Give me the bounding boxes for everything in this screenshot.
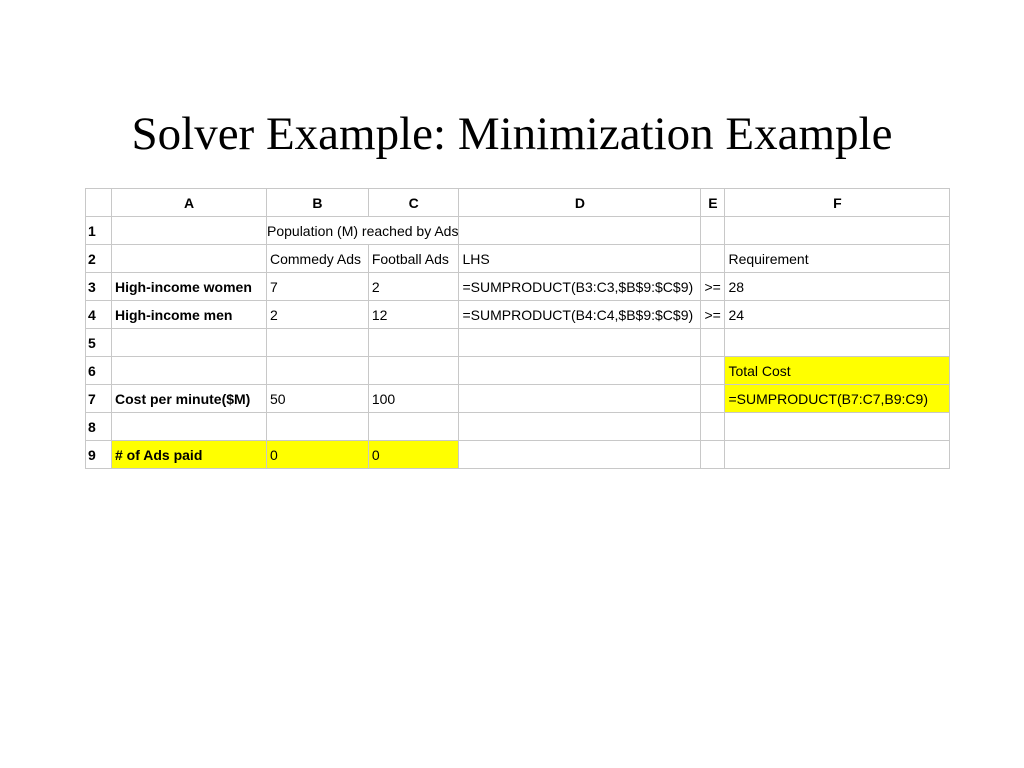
cell-c5[interactable] xyxy=(368,329,459,357)
table-row xyxy=(86,273,950,301)
table-row xyxy=(86,413,950,441)
table-row xyxy=(86,357,950,385)
cell-e9[interactable] xyxy=(701,441,725,469)
cell-b7[interactable]: 50 xyxy=(267,385,369,413)
cell-a2[interactable] xyxy=(112,245,267,273)
cell-b3[interactable]: 7 xyxy=(267,273,369,301)
row-header-3[interactable]: 3 xyxy=(86,273,112,301)
column-header-f[interactable]: F xyxy=(725,189,950,217)
cell-f7[interactable]: =SUMPRODUCT(B7:C7,B9:C9) xyxy=(725,385,950,413)
column-header-b[interactable]: B xyxy=(267,189,369,217)
cell-c9[interactable]: 0 xyxy=(368,441,459,469)
cell-a1[interactable] xyxy=(112,217,267,245)
cell-b8[interactable] xyxy=(267,413,369,441)
column-header-e[interactable]: E xyxy=(701,189,725,217)
cell-b4[interactable]: 2 xyxy=(267,301,369,329)
cell-e5[interactable] xyxy=(701,329,725,357)
cell-f4[interactable]: 24 xyxy=(725,301,950,329)
cell-d5[interactable] xyxy=(459,329,701,357)
cell-f5[interactable] xyxy=(725,329,950,357)
cell-c7[interactable]: 100 xyxy=(368,385,459,413)
cell-e8[interactable] xyxy=(701,413,725,441)
column-header-row xyxy=(86,189,950,217)
row-header-2[interactable]: 2 xyxy=(86,245,112,273)
cell-b6[interactable] xyxy=(267,357,369,385)
spreadsheet-table xyxy=(85,188,950,469)
table-row xyxy=(86,217,950,245)
cell-a5[interactable] xyxy=(112,329,267,357)
column-header-a[interactable]: A xyxy=(112,189,267,217)
table-row xyxy=(86,385,950,413)
cell-f2[interactable]: Requirement xyxy=(725,245,950,273)
row-header-7[interactable]: 7 xyxy=(86,385,112,413)
cell-a4[interactable]: High-income men xyxy=(112,301,267,329)
row-header-8[interactable]: 8 xyxy=(86,413,112,441)
cell-f6[interactable]: Total Cost xyxy=(725,357,950,385)
cell-d1[interactable] xyxy=(459,217,701,245)
table-row xyxy=(86,329,950,357)
cell-b9[interactable]: 0 xyxy=(267,441,369,469)
cell-c6[interactable] xyxy=(368,357,459,385)
slide-title: Solver Example: Minimization Example xyxy=(131,108,893,160)
cell-e2[interactable] xyxy=(701,245,725,273)
cell-a9[interactable]: # of Ads paid xyxy=(112,441,267,469)
cell-d3[interactable]: =SUMPRODUCT(B3:C3,$B$9:$C$9) xyxy=(459,273,701,301)
cell-f3[interactable]: 28 xyxy=(725,273,950,301)
cell-e6[interactable] xyxy=(701,357,725,385)
cell-b2[interactable]: Commedy Ads xyxy=(267,245,369,273)
cell-d4[interactable]: =SUMPRODUCT(B4:C4,$B$9:$C$9) xyxy=(459,301,701,329)
cell-a3[interactable]: High-income women xyxy=(112,273,267,301)
table-row xyxy=(86,245,950,273)
column-header-c[interactable]: C xyxy=(368,189,459,217)
cell-d8[interactable] xyxy=(459,413,701,441)
cell-c4[interactable]: 12 xyxy=(368,301,459,329)
table-row xyxy=(86,441,950,469)
cell-f9[interactable] xyxy=(725,441,950,469)
row-header-9[interactable]: 9 xyxy=(86,441,112,469)
cell-b1[interactable]: Population (M) reached by Ads xyxy=(267,217,459,245)
column-header-d[interactable]: D xyxy=(459,189,701,217)
cell-e4[interactable]: >= xyxy=(701,301,725,329)
cell-a7[interactable]: Cost per minute($M) xyxy=(112,385,267,413)
cell-c3[interactable]: 2 xyxy=(368,273,459,301)
cell-c8[interactable] xyxy=(368,413,459,441)
cell-a6[interactable] xyxy=(112,357,267,385)
cell-d9[interactable] xyxy=(459,441,701,469)
row-header-1[interactable]: 1 xyxy=(86,217,112,245)
cell-e7[interactable] xyxy=(701,385,725,413)
table-row xyxy=(86,301,950,329)
cell-a8[interactable] xyxy=(112,413,267,441)
row-header-5[interactable]: 5 xyxy=(86,329,112,357)
row-header-6[interactable]: 6 xyxy=(86,357,112,385)
cell-e3[interactable]: >= xyxy=(701,273,725,301)
cell-d7[interactable] xyxy=(459,385,701,413)
cell-c2[interactable]: Football Ads xyxy=(368,245,459,273)
cell-f8[interactable] xyxy=(725,413,950,441)
cell-d2[interactable]: LHS xyxy=(459,245,701,273)
cell-d6[interactable] xyxy=(459,357,701,385)
cell-e1[interactable] xyxy=(701,217,725,245)
cell-b5[interactable] xyxy=(267,329,369,357)
corner-cell[interactable] xyxy=(86,189,112,217)
cell-f1[interactable] xyxy=(725,217,950,245)
row-header-4[interactable]: 4 xyxy=(86,301,112,329)
